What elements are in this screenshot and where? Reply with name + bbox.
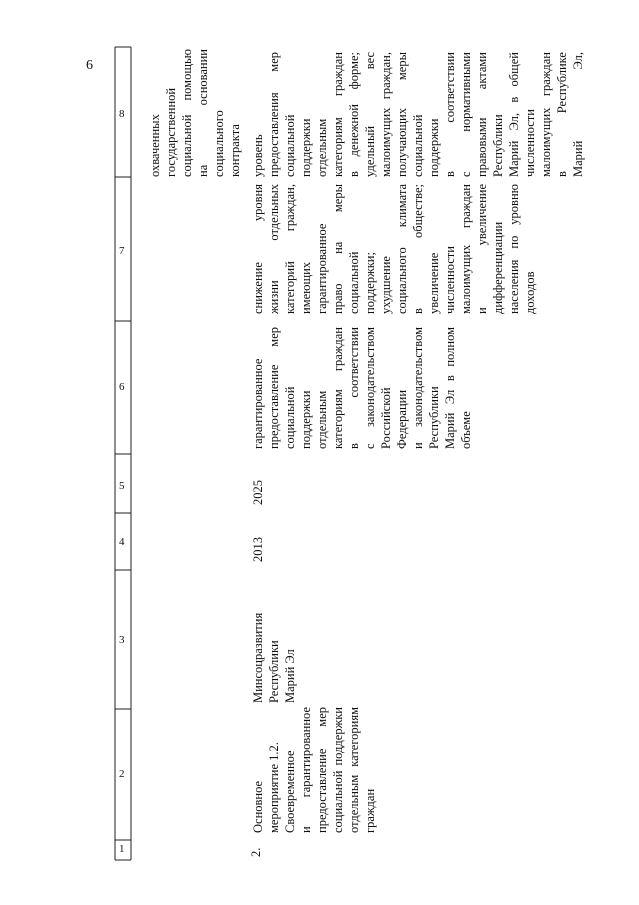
- end-year-cell: 2025: [251, 480, 265, 505]
- text-line: гарантированное: [251, 358, 265, 449]
- text-line: контракта: [228, 124, 242, 177]
- text-line: социальной: [283, 114, 297, 177]
- text-line: объеме: [459, 411, 473, 449]
- text-line: с законодательством: [363, 327, 377, 449]
- text-line: и увеличение: [475, 184, 489, 314]
- text-line: отдельным: [315, 118, 329, 177]
- page-number: 6: [86, 58, 93, 73]
- text-line: социальной поддержки: [331, 707, 345, 833]
- text-line: дифференциации: [491, 221, 505, 314]
- text-line: поддержки: [427, 118, 441, 177]
- text-line: право на меры: [331, 184, 345, 314]
- column-header-3: 3: [119, 634, 125, 646]
- text-line: Республики: [427, 386, 441, 449]
- text-line: малоимущих граждан: [539, 52, 553, 177]
- text-line: и гарантированное: [299, 707, 313, 833]
- text-line: с нормативными: [459, 52, 473, 177]
- text-line: в соответствии: [347, 327, 361, 449]
- text-line: поддержки;: [363, 252, 377, 314]
- text-line: в соответствии: [443, 52, 457, 177]
- text-line: категориям граждан: [331, 52, 345, 177]
- text-line: снижение уровня: [251, 184, 265, 314]
- col8-continuation-text: [147, 49, 243, 177]
- text-line: категорий граждан,: [283, 184, 297, 314]
- text-line: Российской: [379, 387, 393, 449]
- text-line: поддержки: [299, 390, 313, 449]
- measure-name-cell: [250, 707, 378, 833]
- column-header-4: 4: [119, 536, 125, 548]
- text-line: отдельным категориям: [347, 707, 361, 833]
- text-line: граждан: [363, 788, 377, 833]
- text-line: увеличение: [427, 252, 441, 314]
- text-line: Республики: [491, 114, 505, 177]
- text-line: Марий Эл в полном: [443, 327, 457, 449]
- text-line: социальной: [283, 386, 297, 449]
- text-line: удельный вес: [363, 52, 377, 177]
- text-line: поддержки: [299, 118, 313, 177]
- text-line: категориям граждан: [331, 327, 345, 449]
- text-line: малоимущих граждан: [459, 184, 473, 314]
- text-line: гарантированное: [315, 223, 329, 314]
- text-line: численности: [523, 109, 537, 177]
- text-line: Марий Эл: [283, 649, 297, 703]
- text-line: Республики: [267, 640, 281, 703]
- text-line: социального: [212, 110, 226, 177]
- text-line: уровень: [251, 134, 265, 177]
- text-line: социальной помощью: [180, 49, 194, 177]
- text-line: социального климата: [395, 184, 409, 314]
- text-line: правовыми актами: [475, 52, 489, 177]
- consequences-cell: [250, 184, 538, 314]
- expected-result-cell: [250, 327, 474, 449]
- text-line: населения по уровню: [507, 184, 521, 314]
- text-line: на основании: [196, 49, 210, 177]
- text-line: социальной: [347, 251, 361, 314]
- text-line: и законодательством: [411, 327, 425, 449]
- text-line: малоимущих граждан,: [379, 52, 393, 177]
- text-line: Марий Эл,: [571, 52, 585, 177]
- text-line: доходов: [523, 271, 537, 314]
- start-year-cell: 2013: [251, 537, 265, 562]
- responsible-executor-cell: [250, 583, 298, 703]
- text-line: Федерации: [395, 389, 409, 449]
- row-number: 2.: [249, 847, 263, 857]
- column-header-6: 6: [119, 381, 125, 393]
- text-line: Своевременное: [283, 750, 297, 833]
- text-line: получающих меры: [395, 52, 409, 177]
- text-line: отдельным: [315, 390, 329, 449]
- text-line: государственной: [164, 87, 178, 177]
- text-line: численности: [443, 246, 457, 314]
- column-header-5: 5: [119, 480, 125, 492]
- column-header-8: 8: [119, 108, 125, 120]
- text-line: Минсоцразвития: [251, 612, 265, 703]
- text-line: социальной: [411, 114, 425, 177]
- text-line: жизни отдельных: [267, 184, 281, 314]
- text-line: имеющих: [299, 261, 313, 314]
- text-line: Марий Эл, в общей: [507, 52, 521, 177]
- text-line: ухудшение: [379, 256, 393, 314]
- column-header-1: 1: [119, 843, 125, 855]
- text-line: охваченных: [148, 114, 162, 177]
- text-line: в обществе;: [411, 184, 425, 314]
- text-line: мероприятие 1.2.: [267, 742, 281, 833]
- text-line: Основное: [251, 780, 265, 833]
- text-line: предоставление мер: [315, 707, 329, 833]
- text-line: в Республике: [555, 52, 569, 177]
- column-header-7: 7: [119, 245, 125, 257]
- column-header-2: 2: [119, 768, 125, 780]
- text-line: предоставление мер: [267, 327, 281, 449]
- target-indicators-cell: [250, 52, 586, 177]
- text-line: предоставления мер: [267, 52, 281, 177]
- text-line: в денежной форме;: [347, 52, 361, 177]
